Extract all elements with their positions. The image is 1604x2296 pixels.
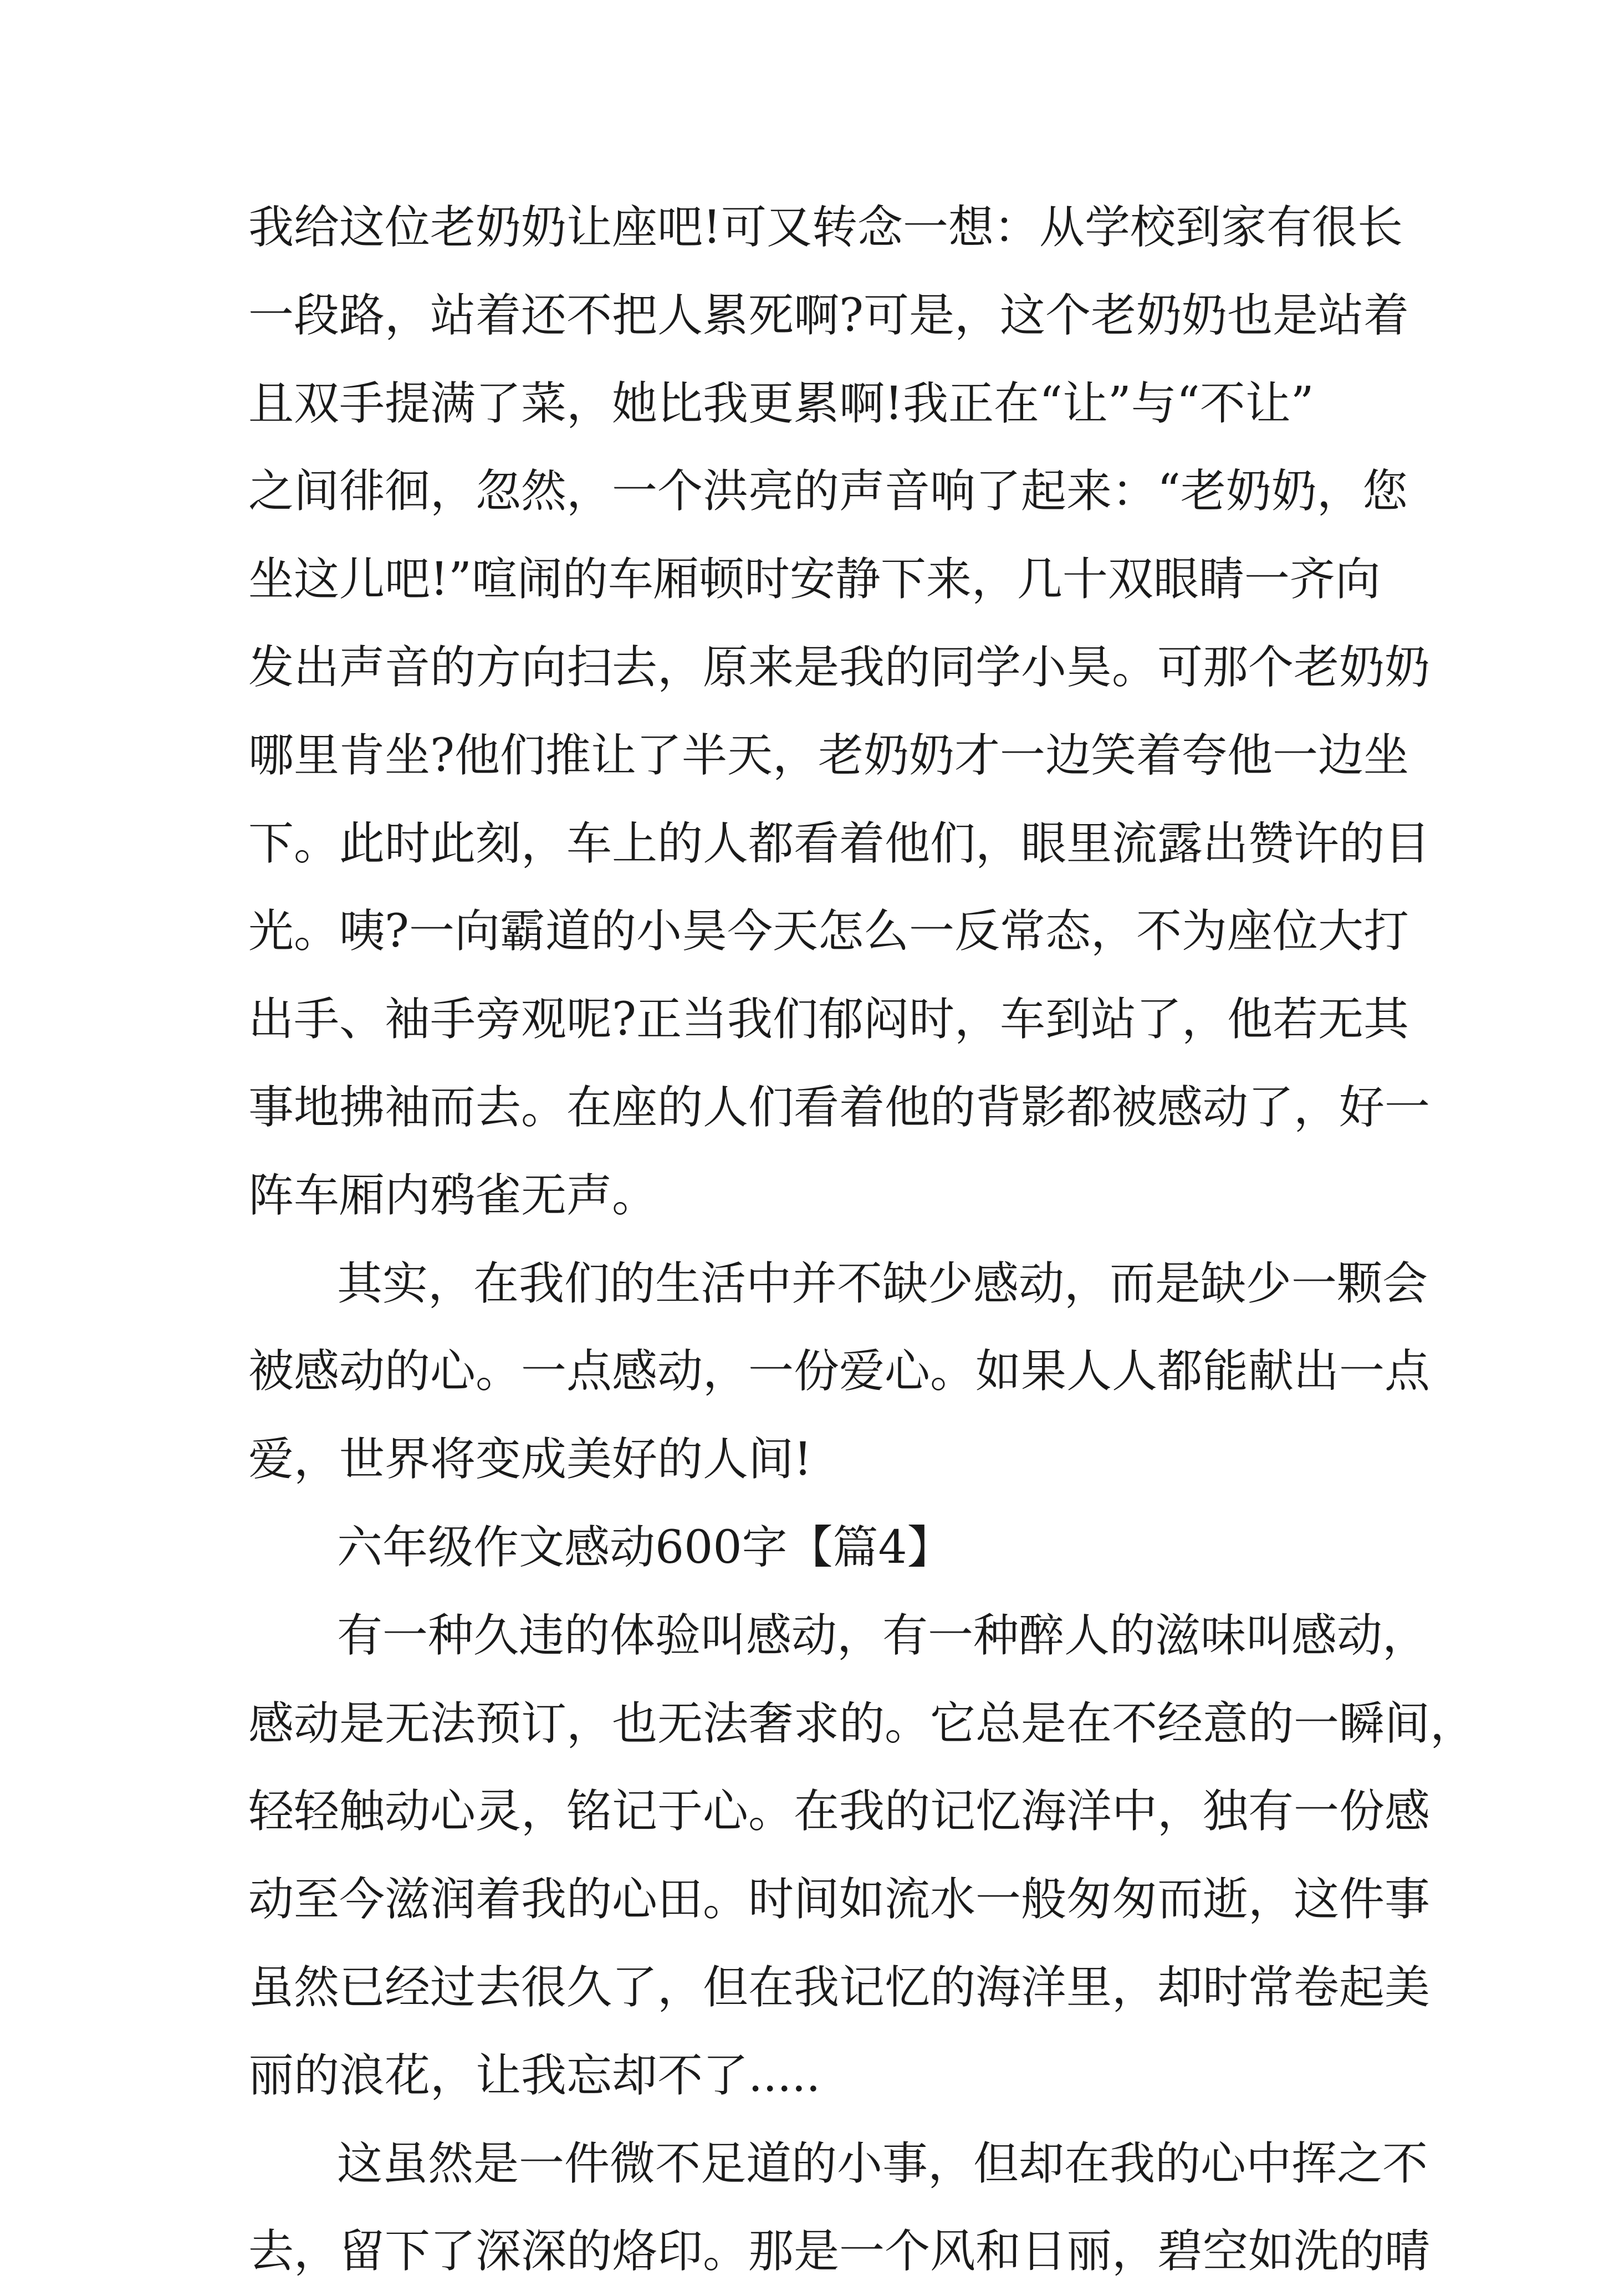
body-text bbox=[248, 184, 1476, 2296]
text-line: 阵车厢内鸦雀无声。 bbox=[248, 1169, 658, 1222]
text-line: 坐这儿吧!”喧闹的车厢顿时安静下来，几十双眼睛一齐向 bbox=[248, 553, 1381, 606]
text-line: 且双手提满了菜，她比我更累啊!我正在“让”与“不让” bbox=[248, 377, 1314, 430]
paragraph-start-line: 这虽然是一件微不足道的小事，但却在我的心中挥之不 bbox=[337, 2137, 1428, 2190]
text-line: 事地拂袖而去。在座的人们看着他的背影都被感动了，好一 bbox=[248, 1081, 1431, 1134]
text-line: 光。咦?一向霸道的小昊今天怎么一反常态，不为座位大打 bbox=[248, 905, 1409, 958]
section-heading: 六年级作文感动600字【篇4】 bbox=[337, 1521, 953, 1574]
text-line: 下。此时此刻，车上的人都看着他们，眼里流露出赞许的目 bbox=[248, 817, 1431, 870]
text-line: 哪里肯坐?他们推让了半天，老奶奶才一边笑着夸他一边坐 bbox=[248, 729, 1409, 782]
text-line: 感动是无法预订，也无法奢求的。它总是在不经意的一瞬间， bbox=[248, 1697, 1476, 1750]
text-line: 动至今滋润着我的心田。时间如流水一般匆匆而逝，这件事 bbox=[248, 1873, 1431, 1926]
text-line: 虽然已经过去很久了，但在我记忆的海洋里，却时常卷起美 bbox=[248, 1961, 1431, 2014]
text-line: 去，留下了深深的烙印。那是一个风和日丽，碧空如洗的晴 bbox=[248, 2225, 1431, 2278]
text-line: 一段路，站着还不把人累死啊?可是，这个老奶奶也是站着 bbox=[248, 289, 1409, 342]
text-line: 之间徘徊，忽然，一个洪亮的声音响了起来：“老奶奶，您 bbox=[248, 465, 1408, 518]
text-line: 被感动的心。一点感动，一份爱心。如果人人都能献出一点 bbox=[248, 1345, 1431, 1398]
paragraph-start-line: 有一种久违的体验叫感动，有一种醉人的滋味叫感动， bbox=[337, 1609, 1428, 1662]
text-line: 丽的浪花，让我忘却不了..... bbox=[248, 2049, 821, 2102]
text-line: 爱，世界将变成美好的人间! bbox=[248, 1433, 812, 1486]
text-line: 轻轻触动心灵，铭记于心。在我的记忆海洋中，独有一份感 bbox=[248, 1785, 1431, 1838]
paragraph-start-line: 其实，在我们的生活中并不缺少感动，而是缺少一颗会 bbox=[337, 1257, 1428, 1310]
text-line: 出手、袖手旁观呢?正当我们郁闷时，车到站了，他若无其 bbox=[248, 993, 1409, 1046]
text-line: 发出声音的方向扫去，原来是我的同学小昊。可那个老奶奶 bbox=[248, 641, 1431, 694]
text-line: 我给这位老奶奶让座吧!可又转念一想：从学校到家有很长 bbox=[248, 201, 1403, 254]
